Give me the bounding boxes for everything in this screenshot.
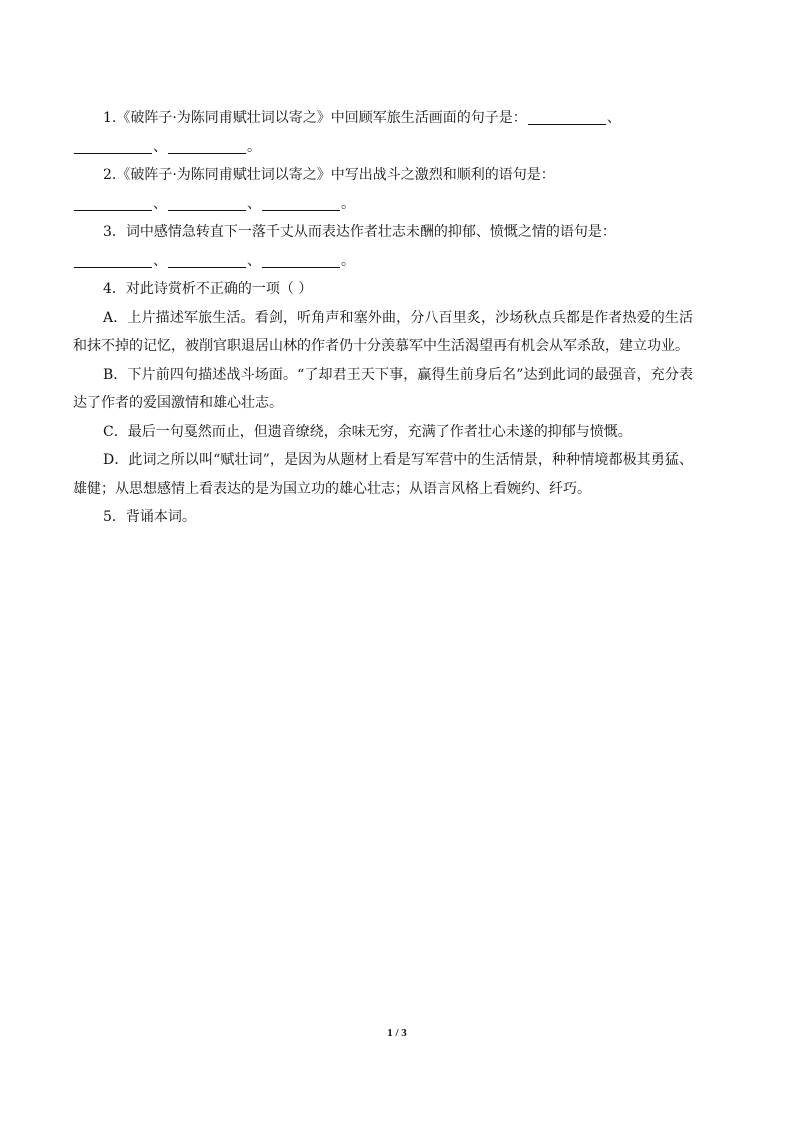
- question-5-text: 5．背诵本词。: [103, 509, 196, 525]
- question-4-option-a: A．上片描述军旅生活。看剑，听角声和塞外曲，分八百里炙，沙场秋点兵都是作者热爱的生活和抹不掉的记忆，被削官职退居山林的作者仍十分羡慕军中生活渴望再有机会从军杀敌，建立功业。: [73, 309, 693, 354]
- question-3-answer-line: 、 、 。: [73, 247, 693, 276]
- question-1-answer-line: 、 。: [73, 133, 693, 162]
- question-4-option-b: B．下片前四句描述战斗场面。“了却君王天下事，赢得生前身后名”达到此词的最强音，充分表达了作者的爱国激情和雄心壮志。: [73, 366, 693, 411]
- question-5: [73, 503, 693, 532]
- question-4: [73, 275, 693, 304]
- question-4-option-d: D．此词之所以叫“赋壮词”，是因为从题材上看是写军营中的生活情景，种种情境都极其勇猛、雄健；从思想感情上看表达的是为国立功的雄心壮志；从语言风格上看婉约、纤巧。: [73, 452, 693, 497]
- question-3: [73, 218, 693, 247]
- question-3-text: 3．词中感情急转直下一落千丈从而表达作者壮志未酬的抑郁、愤慨之情的语句是：: [103, 224, 616, 240]
- question-1: 1.《破阵子·为陈同甫赋壮词以寄之》中回顾军旅生活画面的句子是： 、: [103, 110, 621, 126]
- answer-blank[interactable]: [262, 194, 340, 211]
- question-2-answer-line: 、 、 。: [73, 190, 693, 219]
- answer-blank[interactable]: [74, 137, 152, 154]
- question-2: [73, 161, 693, 190]
- answer-blank[interactable]: [168, 137, 246, 154]
- answer-blank[interactable]: [168, 251, 246, 268]
- question-2-text: 2.《破阵子·为陈同甫赋壮词以寄之》中写出战斗之激烈和顺利的语句是：: [103, 167, 555, 183]
- page-number: 1 / 3: [387, 1027, 407, 1039]
- exercise-content: [73, 104, 693, 532]
- answer-blank[interactable]: [168, 194, 246, 211]
- question-4-text: 4．对此诗赏析不正确的一项（ ）: [103, 281, 313, 297]
- answer-blank[interactable]: [74, 194, 152, 211]
- answer-blank[interactable]: [528, 108, 606, 125]
- question-4-option-c: C．最后一句戛然而止，但遗音缭绕，余味无穷，充满了作者壮心未遂的抑郁与愤慨。: [103, 423, 632, 440]
- answer-blank[interactable]: [74, 251, 152, 268]
- question-1-text: 1.《破阵子·为陈同甫赋壮词以寄之》中回顾军旅生活画面的句子是：: [103, 110, 527, 126]
- answer-blank[interactable]: [262, 251, 340, 268]
